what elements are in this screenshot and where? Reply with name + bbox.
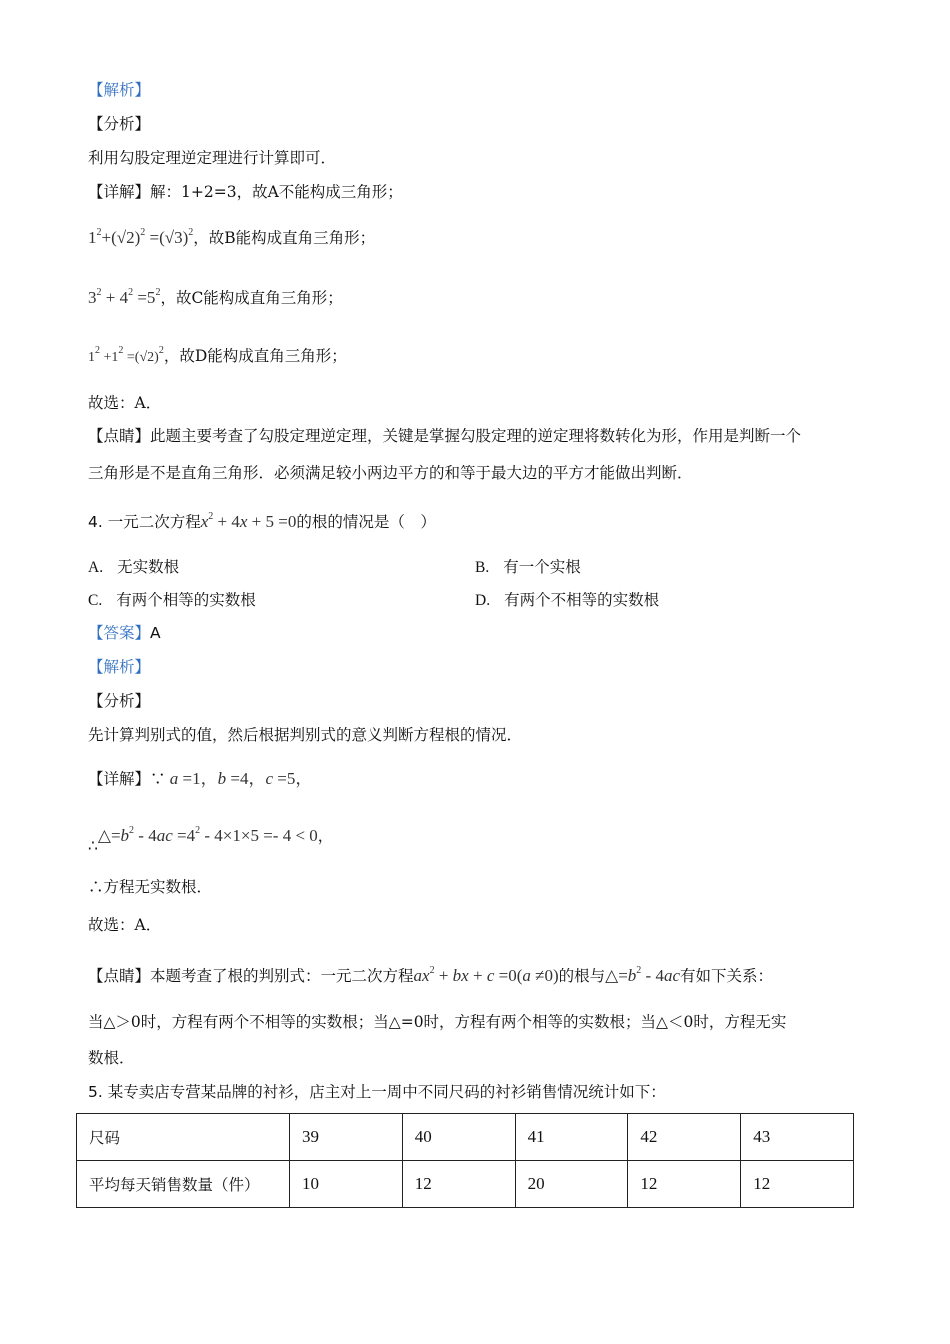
general-equation: $ax^2$ + bx + c =0(a ≠0) bbox=[413, 965, 559, 985]
quantity-cell: 12 bbox=[402, 1161, 515, 1208]
line-c-text: ，故C能构成直角三角形； bbox=[160, 289, 343, 307]
q4-equation: $x^2 + 4x + 5 =0$ bbox=[200, 511, 297, 531]
option-b[interactable] bbox=[475, 556, 581, 579]
conclusion-line: ∴方程无实数根． bbox=[88, 878, 213, 896]
option-c-label: C. bbox=[88, 592, 103, 609]
q4-choose-line: 故选：A． bbox=[88, 916, 162, 934]
comment-line-1 bbox=[88, 425, 801, 447]
option-d-label: D. bbox=[475, 592, 491, 609]
choose-line: 故选：A． bbox=[88, 394, 162, 412]
option-b-label: B. bbox=[475, 559, 490, 576]
answer-value: A bbox=[150, 624, 161, 642]
q4-comment-line-1 bbox=[88, 960, 773, 987]
analysis-text: 利用勾股定理逆定理进行计算即可． bbox=[88, 149, 337, 167]
q4-comment-label: 【点睛】 bbox=[88, 967, 151, 985]
line-d-text: ，故D能构成直角三角形； bbox=[163, 347, 347, 365]
quantity-header: 平均每天销售数量（件） bbox=[77, 1161, 290, 1208]
line-b bbox=[88, 222, 375, 249]
size-cell: 40 bbox=[402, 1114, 515, 1161]
delta-formula: $\triangle=b^2 - 4ac$ bbox=[605, 965, 681, 985]
size-cell: 39 bbox=[290, 1114, 403, 1161]
comment-text-1: 此题主要考查了勾股定理逆定理，关键是掌握勾股定理的逆定理将数转化为形，作用是判断一个 bbox=[150, 427, 802, 445]
q4-comment-suffix: 有如下关系： bbox=[680, 967, 774, 985]
quantity-cell: 12 bbox=[628, 1161, 741, 1208]
q4-comment-mid: 的根与 bbox=[558, 967, 606, 985]
comment-line-2: 三角形是不是直角三角形．必须满足较小两边平方的和等于最大边的平方才能做出判断． bbox=[88, 464, 693, 482]
q4-detail-label: 【详解】 bbox=[88, 770, 151, 788]
formula-b: $1^2+(√2)^2 =(√3)^2$ bbox=[88, 227, 194, 247]
option-d-text: 有两个不相等的实数根 bbox=[504, 591, 660, 609]
option-a[interactable] bbox=[88, 556, 179, 579]
q4-stem-prefix: 4. 一元二次方程 bbox=[88, 513, 201, 531]
discriminant-formula: $\triangle=b^2 - 4ac =4^2 - 4\times 1\times 5 =- 4 < 0$ bbox=[97, 825, 318, 845]
q5-stem: 5. 某专卖店专营某品牌的衬衫，店主对上一周中不同尺码的衬衫销售情况统计如下： bbox=[88, 1083, 666, 1101]
line-b-text: ，故B能构成直角三角形； bbox=[193, 229, 376, 247]
q4-fenxi-label: 【分析】 bbox=[88, 692, 151, 710]
detail-text: 解：1+2=3，故A不能构成三角形； bbox=[150, 183, 403, 201]
size-cell: 43 bbox=[741, 1114, 854, 1161]
option-c-text: 有两个相等的实数根 bbox=[116, 591, 256, 609]
option-b-text: 有一个实根 bbox=[503, 558, 581, 576]
option-a-label: A. bbox=[88, 559, 104, 576]
detail-line bbox=[88, 181, 403, 203]
q4-comment-line-3: 数根． bbox=[88, 1049, 135, 1067]
formula-c: $3^2 + 4^2 =5^2$ bbox=[88, 287, 161, 307]
discriminant-line: $\therefore\triangle=b^2 - 4ac =4^2 - 4\times 1\times 5 =- 4 < 0$， bbox=[88, 825, 334, 855]
formula-d: $1^2 +1^2 =(√2)^2$ bbox=[88, 345, 164, 365]
line-d bbox=[88, 340, 347, 369]
q4-jiexi-label: 【解析】 bbox=[88, 658, 151, 676]
coefficients: a =1，b =4，c =5， bbox=[169, 769, 313, 788]
detail-label: 【详解】 bbox=[88, 183, 151, 201]
size-header: 尺码 bbox=[77, 1114, 290, 1161]
quantity-cell: 12 bbox=[741, 1161, 854, 1208]
option-a-text: 无实数根 bbox=[117, 558, 180, 576]
q4-analysis-text: 先计算判别式的值，然后根据判别式的意义判断方程根的情况． bbox=[88, 726, 523, 744]
q4-stem-suffix: 的根的情况是（ ） bbox=[296, 513, 436, 531]
size-cell: 42 bbox=[628, 1114, 741, 1161]
table-row bbox=[77, 1161, 854, 1208]
because-symbol: ∵ bbox=[150, 770, 166, 788]
answer-line bbox=[88, 622, 161, 644]
q4-comment-line-2: 当△＞0时，方程有两个不相等的实数根；当△=0时，方程有两个相等的实数根；当△＜0时，方程无实 bbox=[88, 1013, 787, 1031]
comment-label: 【点睛】 bbox=[88, 427, 151, 445]
table-row bbox=[77, 1114, 854, 1161]
therefore-symbol: ∴ bbox=[88, 837, 98, 855]
option-d[interactable] bbox=[475, 589, 659, 612]
size-cell: 41 bbox=[515, 1114, 628, 1161]
option-c[interactable] bbox=[88, 589, 256, 612]
q4-detail-line bbox=[88, 768, 312, 790]
quantity-cell: 20 bbox=[515, 1161, 628, 1208]
fenxi-label: 【分析】 bbox=[88, 115, 151, 133]
jiexi-label: 【解析】 bbox=[88, 81, 151, 99]
q4-stem bbox=[88, 506, 436, 533]
answer-label: 【答案】 bbox=[88, 624, 151, 642]
sales-table bbox=[76, 1113, 854, 1208]
line-c bbox=[88, 282, 343, 309]
quantity-cell: 10 bbox=[290, 1161, 403, 1208]
q4-comment-prefix: 本题考查了根的判别式：一元二次方程 bbox=[150, 967, 414, 985]
